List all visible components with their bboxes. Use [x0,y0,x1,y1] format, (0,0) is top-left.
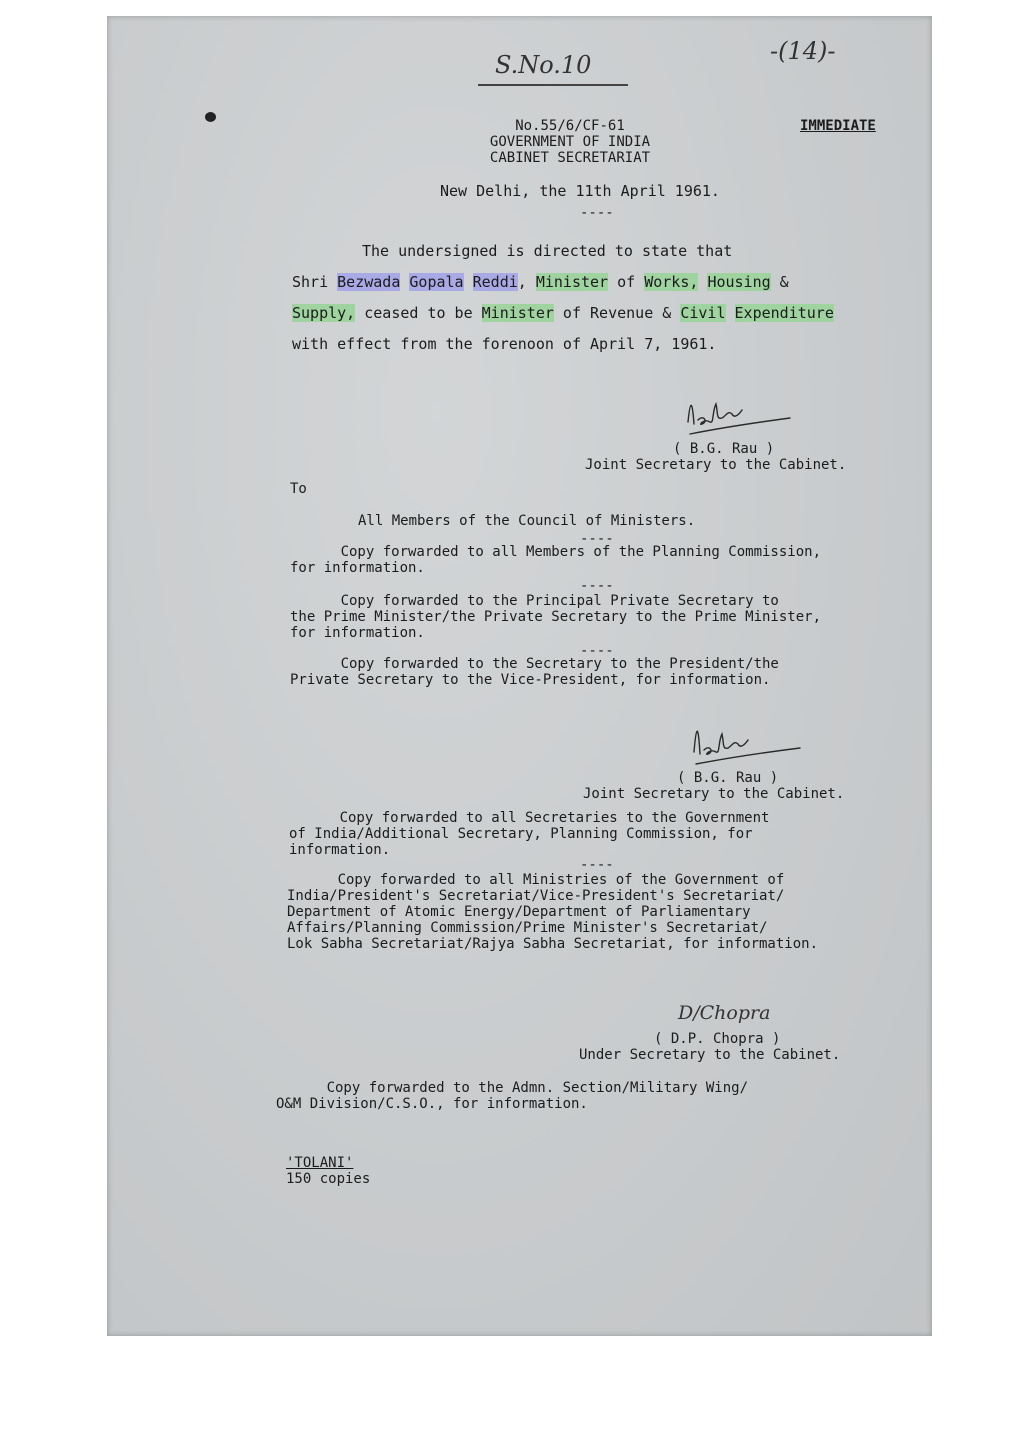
signatory-title: Joint Secretary to the Cabinet. [583,786,845,802]
page-mark: -(14)- [770,37,836,65]
separator: ---- [580,205,614,221]
separator: ---- [580,531,614,547]
body-line-4: with effect from the forenoon of April 7, 1961. [292,335,717,353]
copy-forward-paragraph: Copy forwarded to all Ministries of the Government of India/President's Secretariat/Vice-President's Secretariat/ Department of Atomic Energy/Department of Parliamentary Affairs/Planning Commission/Prime Minister's Secretariat/ Lok Sabha Secretariat/Rajya Sabha Secretariat, for information. [287,872,819,952]
footer-copies: 150 copies [286,1171,371,1187]
previous-portfolio-word: Expenditure [734,304,834,322]
copy-forward-paragraph: Copy forwarded to all Secretaries to the Government of India/Additional Secretary, Planning Commission, for information. [289,810,770,858]
previous-portfolio-word: Minister [481,304,554,322]
hole-punch-mark [205,112,216,122]
body-text: of [553,304,591,322]
handwritten-signature: D/Chopra [678,1002,771,1024]
minister-name-word: Reddi [472,273,518,291]
recipients: All Members of the Council of Ministers. [358,513,696,529]
separator: ---- [580,643,614,659]
body-text: Shri [292,273,338,291]
org-line-1: GOVERNMENT OF INDIA [489,134,651,150]
priority-label: IMMEDIATE [800,118,876,134]
footer-code: 'TOLANI' [286,1155,354,1171]
signatory-title: Joint Secretary to the Cabinet. [585,457,847,473]
body-text: of [608,273,645,291]
signature-scribble [680,392,810,442]
signatory-name: ( B.G. Rau ) [673,441,775,457]
signature-scribble [688,712,818,772]
body-line-3 [292,305,834,321]
copy-forward-paragraph: Copy forwarded to the Principal Private Secretary to the Prime Minister/the Private Secretary to the Prime Minister, for information. [290,593,822,641]
copy-forward-paragraph: Copy forwarded to the Admn. Section/Military Wing/ O&M Division/C.S.O., for information. [276,1080,749,1112]
previous-portfolio-word: Civil [680,304,726,322]
signatory-title: Under Secretary to the Cabinet. [579,1047,841,1063]
serial-underline [478,84,628,86]
copy-forward-paragraph: Copy forwarded to all Members of the Planning Commission, for information. [290,544,822,576]
body-text: Revenue [590,304,654,322]
signatory-name: ( D.P. Chopra ) [654,1031,781,1047]
body-line-2 [292,274,789,290]
date-line: New Delhi, the 11th April 1961. [440,182,720,200]
portfolio-word: Minister [535,273,609,291]
reference-number: No.55/6/CF-61 [515,118,625,134]
body-text: & [653,304,681,322]
portfolio-word: Housing [707,273,771,291]
body-text: ceased to be [355,304,482,322]
to-label: To [290,481,307,497]
minister-name-word: Gopala [409,273,464,291]
body-text: , [517,273,536,291]
minister-name-word: Bezwada [337,273,401,291]
handwritten-serial: S.No.10 [495,51,592,79]
body-text: & [770,273,789,291]
separator: ---- [580,857,614,873]
portfolio-word: Supply, [292,304,356,322]
body-line-1: The undersigned is directed to state that [362,242,733,260]
signatory-name: ( B.G. Rau ) [677,770,779,786]
separator: ---- [580,578,614,594]
portfolio-word: Works, [644,273,699,291]
org-line-2: CABINET SECRETARIAT [489,150,651,166]
copy-forward-paragraph: Copy forwarded to the Secretary to the President/the Private Secretary to the Vice-President, for information. [290,656,779,688]
